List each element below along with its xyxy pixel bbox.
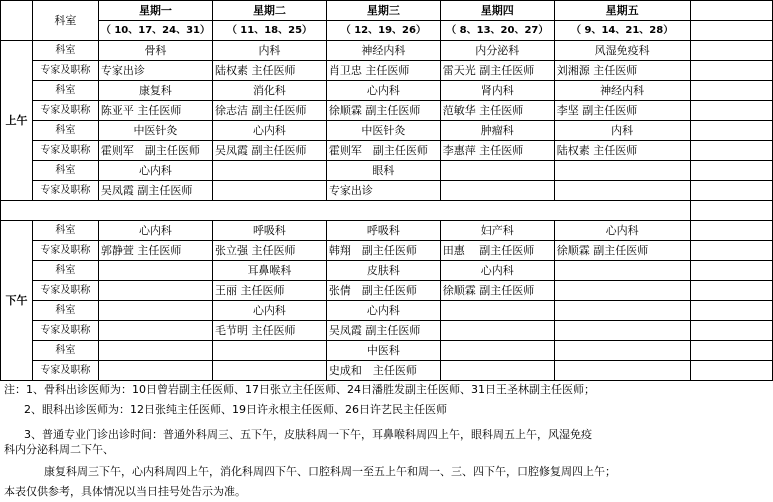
dept-row-label: 科室 — [32, 41, 98, 61]
note-3a: 3、普通专业门诊出诊时间：普通外科周三、五下午，皮肤科周一下午，耳鼻喉科周四上午，眼科周五上午，风湿免疫 — [24, 428, 592, 441]
dept-row-label: 科室 — [32, 121, 98, 141]
dept-cell: 中医针灸 — [98, 121, 212, 141]
expert-cell: 吴凤霞 副主任医师 — [326, 321, 440, 341]
dept-cell: 心内科 — [213, 301, 327, 321]
expert-cell — [554, 321, 690, 341]
empty-cell — [690, 21, 772, 41]
expert-cell: 专家出诊 — [326, 181, 440, 201]
expert-cell — [440, 321, 554, 341]
expert-cell — [213, 361, 327, 381]
expert-cell — [440, 181, 554, 201]
empty-cell — [690, 241, 772, 261]
dept-cell — [554, 261, 690, 281]
expert-cell: 张立强 主任医师 — [213, 241, 327, 261]
dept-row-label: 科室 — [32, 301, 98, 321]
dept-cell: 心内科 — [326, 81, 440, 101]
expert-row-label: 专家及职称 — [32, 321, 98, 341]
dept-cell: 康复科 — [98, 81, 212, 101]
empty-cell — [690, 121, 772, 141]
day-dates: （ 10、17、24、31） — [98, 21, 212, 41]
afternoon-label: 下午 — [1, 221, 33, 381]
dept-cell: 神经内科 — [326, 41, 440, 61]
expert-row-label: 专家及职称 — [32, 181, 98, 201]
empty-cell — [690, 361, 772, 381]
dept-row-label: 科室 — [32, 221, 98, 241]
day-dates: （ 9、14、21、28） — [554, 21, 690, 41]
day-name: 星期二 — [213, 1, 327, 21]
dept-cell — [98, 301, 212, 321]
day-name: 星期五 — [554, 1, 690, 21]
dept-cell: 呼吸科 — [213, 221, 327, 241]
dept-cell — [440, 301, 554, 321]
dept-cell: 中医针灸 — [326, 121, 440, 141]
empty-cell — [690, 341, 772, 361]
empty-cell — [690, 321, 772, 341]
day-name: 星期四 — [440, 1, 554, 21]
dept-header-label: 科室 — [32, 1, 98, 41]
day-name: 星期三 — [326, 1, 440, 21]
dept-cell: 内科 — [213, 41, 327, 61]
dept-cell: 耳鼻喉科 — [213, 261, 327, 281]
note-2: 2、眼科出诊医师为：12日张纯主任医师、19日许永根主任医师、26日许艺民主任医师 — [24, 403, 447, 416]
expert-cell: 史成和 主任医师 — [326, 361, 440, 381]
dept-cell: 消化科 — [213, 81, 327, 101]
expert-cell: 吴凤霞 副主任医师 — [98, 181, 212, 201]
dept-cell: 肿瘤科 — [440, 121, 554, 141]
dept-cell — [554, 161, 690, 181]
morning-label: 上午 — [1, 41, 33, 201]
expert-row-label: 专家及职称 — [32, 101, 98, 121]
empty-cell — [690, 81, 772, 101]
expert-cell: 王丽 主任医师 — [213, 281, 327, 301]
expert-cell: 李坚 副主任医师 — [554, 101, 690, 121]
expert-cell: 张倩 副主任医师 — [326, 281, 440, 301]
expert-cell: 毛节明 主任医师 — [213, 321, 327, 341]
dept-cell — [98, 341, 212, 361]
expert-cell — [440, 361, 554, 381]
day-dates: （ 11、18、25） — [213, 21, 327, 41]
dept-cell: 皮肤科 — [326, 261, 440, 281]
dept-cell — [98, 261, 212, 281]
empty-cell — [690, 301, 772, 321]
dept-cell: 风湿免疫科 — [554, 41, 690, 61]
dept-cell — [440, 161, 554, 181]
day-dates: （ 8、13、20、27） — [440, 21, 554, 41]
dept-row-label: 科室 — [32, 81, 98, 101]
expert-cell: 田惠 副主任医师 — [440, 241, 554, 261]
expert-cell: 专家出诊 — [98, 61, 212, 81]
dept-cell — [554, 341, 690, 361]
empty-cell — [690, 141, 772, 161]
empty-cell — [690, 161, 772, 181]
dept-row-label: 科室 — [32, 261, 98, 281]
dept-cell: 肾内科 — [440, 81, 554, 101]
expert-cell — [98, 281, 212, 301]
dept-cell: 心内科 — [98, 161, 212, 181]
expert-cell — [98, 361, 212, 381]
empty-cell — [690, 201, 772, 221]
expert-cell: 徐志洁 副主任医师 — [213, 101, 327, 121]
expert-cell: 霍则军 副主任医师 — [98, 141, 212, 161]
expert-cell: 霍则军 副主任医师 — [326, 141, 440, 161]
corner-cell — [1, 1, 33, 41]
expert-cell: 李惠萍 主任医师 — [440, 141, 554, 161]
note-5: 本表仅供参考，具体情况以当日挂号处告示为准。 — [4, 485, 246, 498]
dept-cell — [554, 301, 690, 321]
expert-cell: 陆权素 主任医师 — [213, 61, 327, 81]
expert-cell — [213, 181, 327, 201]
expert-cell: 刘湘源 主任医师 — [554, 61, 690, 81]
dept-cell: 呼吸科 — [326, 221, 440, 241]
expert-row-label: 专家及职称 — [32, 141, 98, 161]
expert-row-label: 专家及职称 — [32, 61, 98, 81]
dept-cell: 神经内科 — [554, 81, 690, 101]
expert-cell: 徐顺霖 副主任医师 — [440, 281, 554, 301]
expert-cell: 雷天光 副主任医师 — [440, 61, 554, 81]
empty-cell — [690, 41, 772, 61]
dept-cell: 中医科 — [326, 341, 440, 361]
expert-cell: 吴凤霞 副主任医师 — [213, 141, 327, 161]
expert-cell: 韩翔 副主任医师 — [326, 241, 440, 261]
empty-cell — [690, 281, 772, 301]
expert-cell: 徐顺霖 副主任医师 — [554, 241, 690, 261]
day-name: 星期一 — [98, 1, 212, 21]
expert-row-label: 专家及职称 — [32, 361, 98, 381]
dept-cell: 骨科 — [98, 41, 212, 61]
dept-cell: 眼科 — [326, 161, 440, 181]
expert-cell — [554, 181, 690, 201]
expert-cell: 徐顺霖 副主任医师 — [326, 101, 440, 121]
dept-cell: 心内科 — [98, 221, 212, 241]
dept-row-label: 科室 — [32, 341, 98, 361]
expert-cell: 陆权素 主任医师 — [554, 141, 690, 161]
dept-cell: 心内科 — [440, 261, 554, 281]
expert-cell: 范敏华 主任医师 — [440, 101, 554, 121]
expert-cell: 陈亚平 主任医师 — [98, 101, 212, 121]
empty-cell — [690, 101, 772, 121]
dept-cell: 内分泌科 — [440, 41, 554, 61]
dept-cell: 心内科 — [554, 221, 690, 241]
expert-row-label: 专家及职称 — [32, 281, 98, 301]
empty-cell — [690, 1, 772, 21]
gap-row — [1, 201, 691, 221]
dept-row-label: 科室 — [32, 161, 98, 181]
dept-cell — [213, 161, 327, 181]
dept-cell: 内科 — [554, 121, 690, 141]
expert-cell: 肖卫忠 主任医师 — [326, 61, 440, 81]
dept-cell: 心内科 — [326, 301, 440, 321]
note-3b: 科内分泌科周二下午、 — [4, 443, 114, 456]
dept-cell: 心内科 — [213, 121, 327, 141]
expert-cell — [554, 281, 690, 301]
expert-cell — [554, 361, 690, 381]
dept-cell — [213, 341, 327, 361]
dept-cell — [440, 341, 554, 361]
expert-row-label: 专家及职称 — [32, 241, 98, 261]
expert-cell: 郭静萱 主任医师 — [98, 241, 212, 261]
dept-cell: 妇产科 — [440, 221, 554, 241]
empty-cell — [690, 261, 772, 281]
empty-cell — [690, 221, 772, 241]
expert-cell — [98, 321, 212, 341]
empty-cell — [690, 181, 772, 201]
empty-cell — [690, 61, 772, 81]
note-4: 康复科周三下午，心内科周四上午，消化科周四下午、口腔科周一至五上午和周一、三、四下午，口腔修复周四上午； — [44, 465, 616, 478]
day-dates: （ 12、19、26） — [326, 21, 440, 41]
note-1: 注：1、骨科出诊医师为：10日曾岩副主任医师、17日张立主任医师、24日潘胜发副主任医师、31日王圣林副主任医师； — [4, 383, 595, 396]
